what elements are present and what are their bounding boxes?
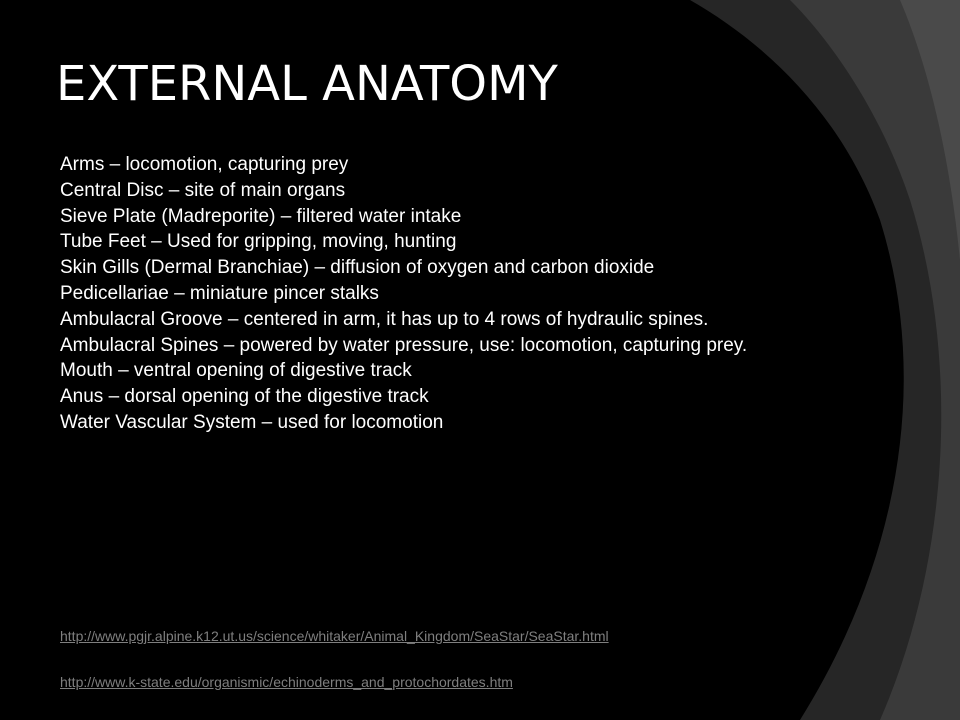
list-item: Central Disc – site of main organs	[60, 179, 346, 201]
source-link-seastar[interactable]: http://www.pgjr.alpine.k12.ut.us/science/whitaker/Animal_Kingdom/SeaStar/SeaStar.html	[60, 628, 609, 644]
list-item: Arms – locomotion, capturing prey	[60, 154, 349, 175]
list-item: Ambulacral Groove – centered in arm, it has up to 4 rows of hydraulic spines.	[60, 308, 709, 330]
list-item: Tube Feet – Used for gripping, moving, hunting	[60, 231, 457, 253]
source-link-kstate[interactable]: http://www.k-state.edu/organismic/echinoderms_and_protochordates.htm	[60, 674, 513, 690]
list-item: Pedicellariae – miniature pincer stalks	[60, 282, 379, 304]
list-item: Skin Gills (Dermal Branchiae) – diffusion of oxygen and carbon dioxide	[60, 257, 655, 279]
list-item: Water Vascular System – used for locomotion	[60, 411, 444, 433]
list-item: Sieve Plate (Madreporite) – filtered water intake	[60, 205, 462, 227]
list-item: Anus – dorsal opening of the digestive track	[60, 386, 429, 408]
list-item: Ambulacral Spines – powered by water pressure, use: locomotion, capturing prey.	[60, 334, 748, 356]
list-item: Mouth – ventral opening of digestive track	[60, 360, 412, 382]
slide-title: EXTERNAL ANATOMY	[56, 56, 558, 112]
anatomy-list	[60, 152, 747, 436]
